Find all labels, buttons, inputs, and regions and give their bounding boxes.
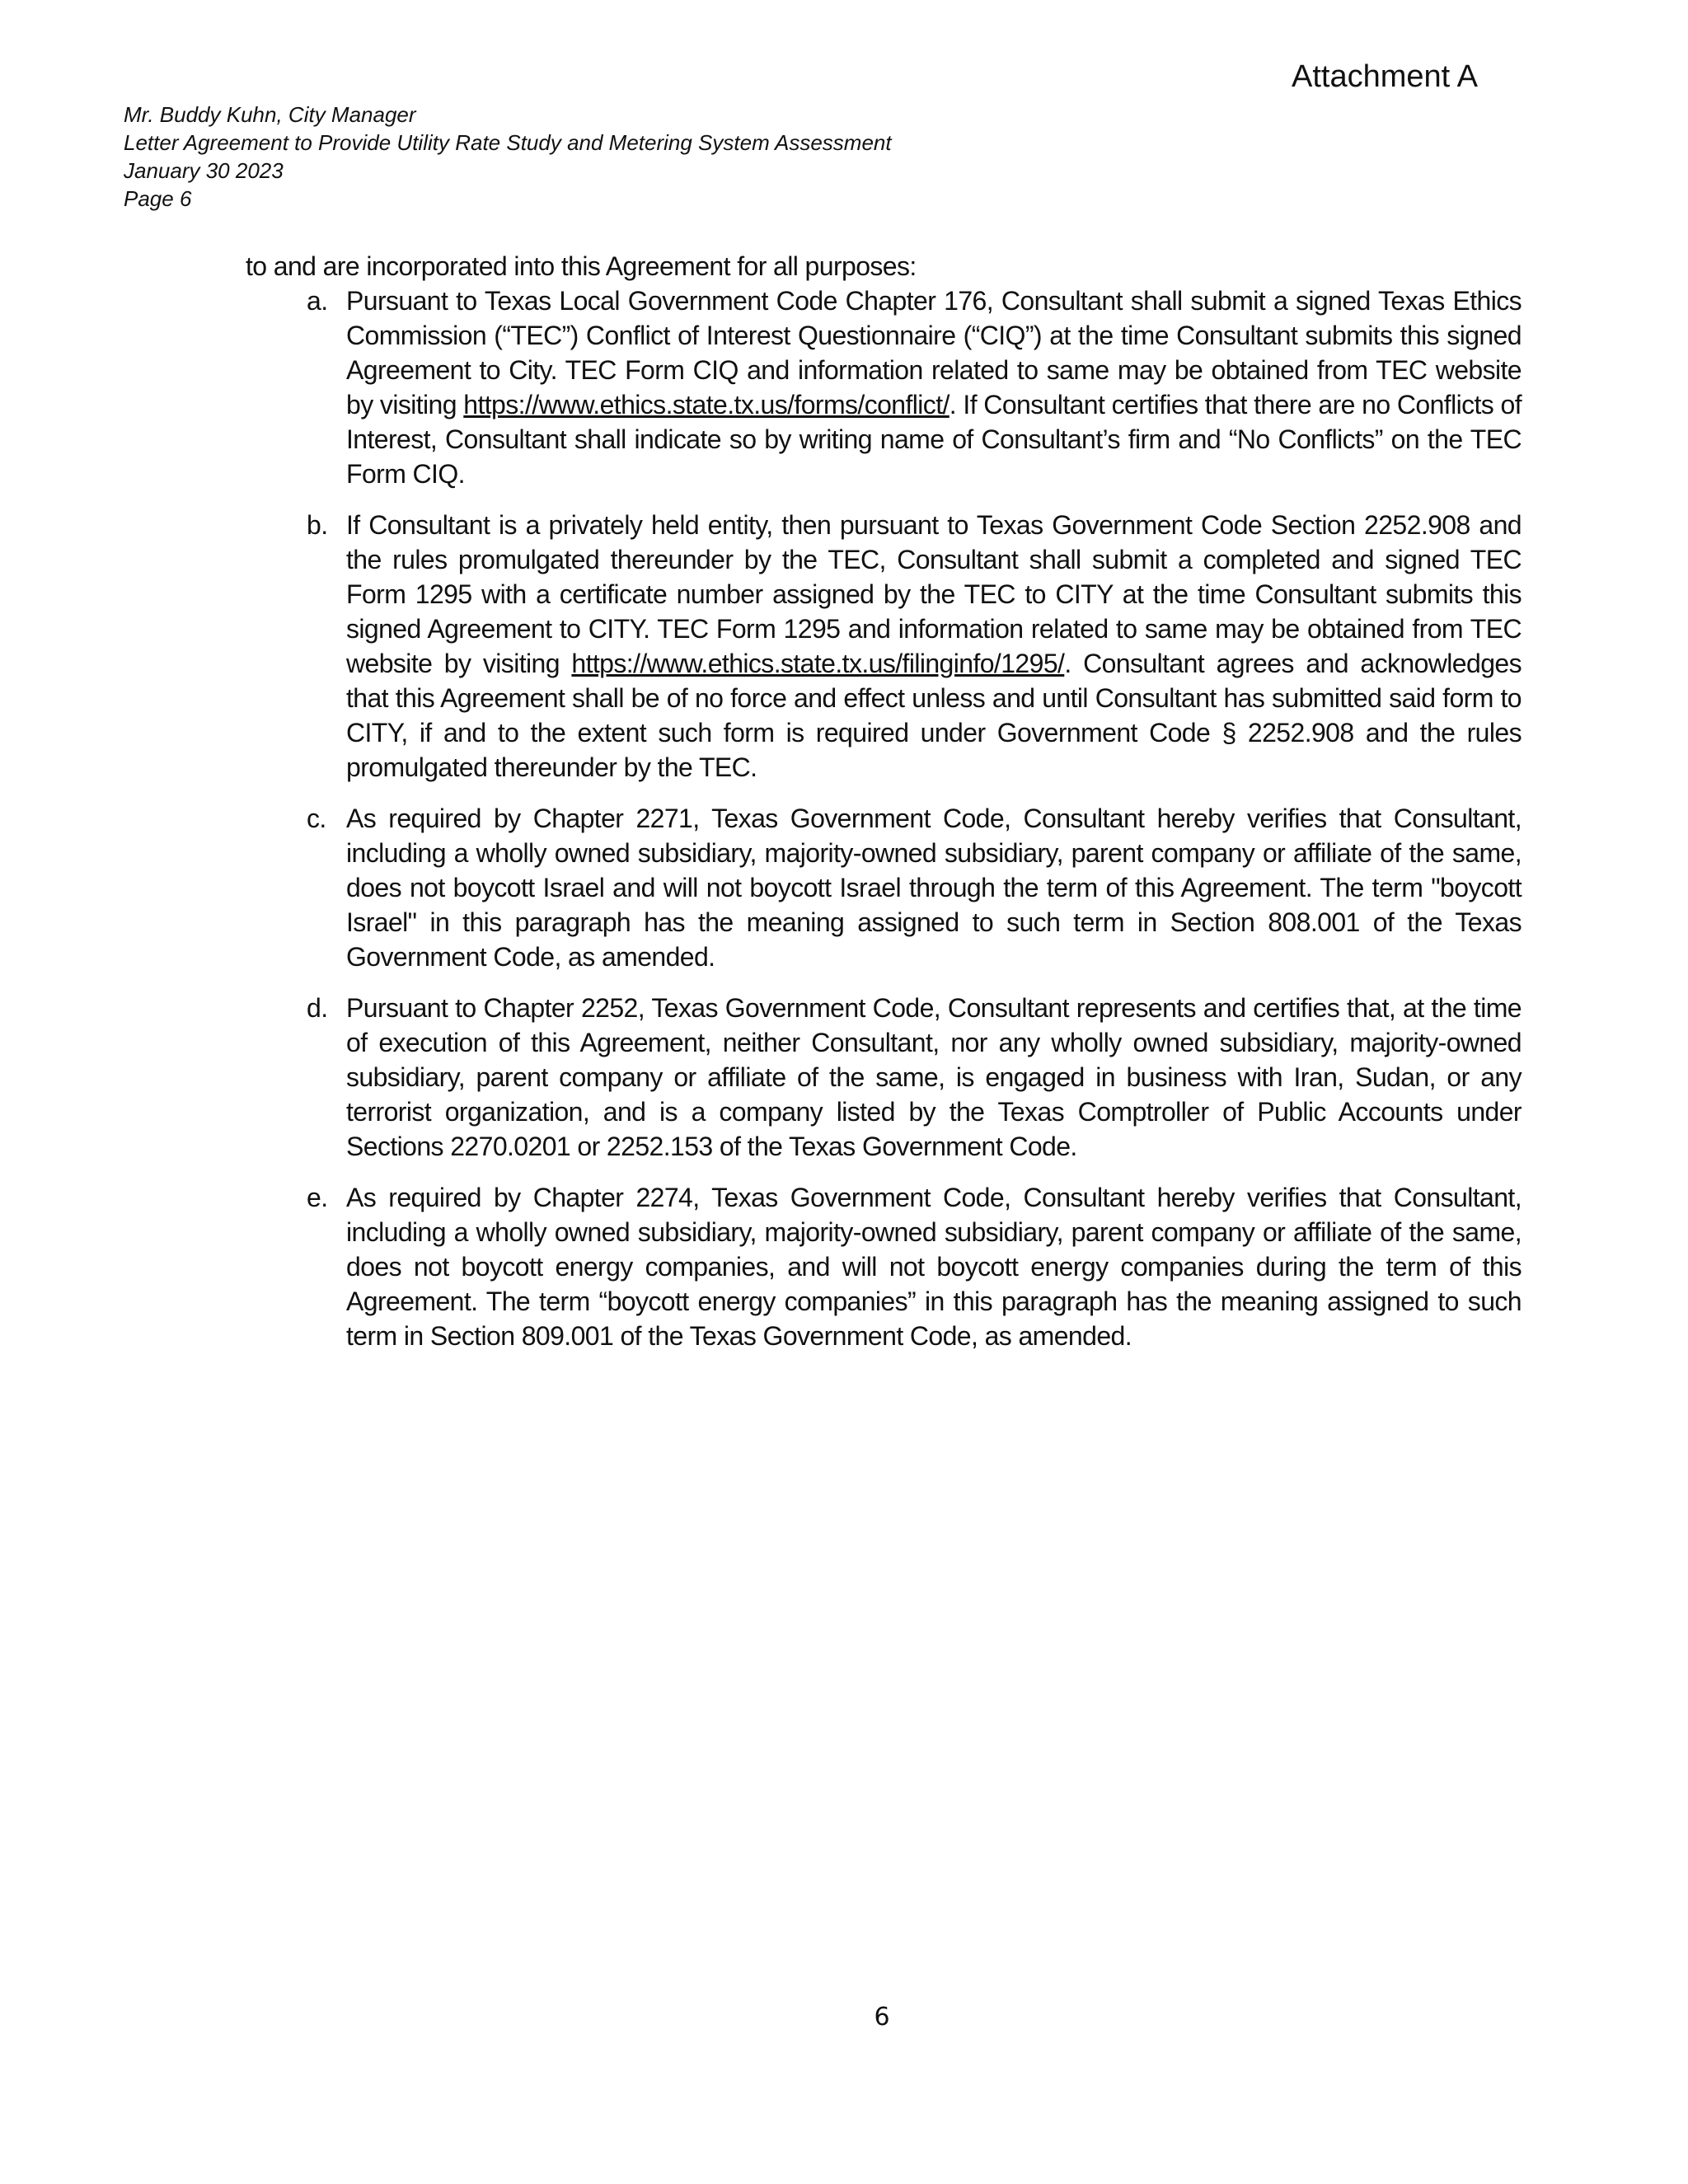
list-marker: c.	[307, 804, 326, 833]
item-b-text-start: If Consultant is a privately held entity, then pursuant to Texas Government Code Section 2252.908 and the rules promulgated thereunder by the TEC, Consultant shall submit a completed and signed TEC Form 1295 with a certificate number assigned by the TEC to CITY at the time Consultant submits this signed Agreement to CITY. TEC Form 1295 and information related to same may be obtained from TEC website by visiting	[346, 510, 1522, 678]
list-item	[246, 508, 1522, 785]
attachment-label: Attachment A	[1291, 59, 1478, 94]
item-e-text: As required by Chapter 2274, Texas Government Code, Consultant hereby verifies that Consultant, including a wholly owned subsidiary, majority-owned subsidiary, parent company or affiliate of the same, does not boycott energy companies, and will not boycott energy companies during the term of this Agreement. The term “boycott energy companies” in this paragraph has the meaning assigned to such term in Section 809.001 of the Texas Government Code, as amended.	[346, 1183, 1522, 1351]
letter-header	[124, 101, 892, 213]
list-marker: d.	[307, 993, 328, 1023]
intro-sentence: to and are incorporated into this Agreement for all purposes:	[246, 251, 917, 281]
header-recipient: Mr. Buddy Kuhn, City Manager	[124, 102, 416, 127]
list-marker: b.	[307, 510, 328, 540]
item-c-text: As required by Chapter 2271, Texas Government Code, Consultant hereby verifies that Consultant, including a wholly owned subsidiary, majority-owned subsidiary, parent company or affiliate of the same, does not boycott Israel and will not boycott Israel through the term of this Agreement. The term "boycott Israel" in this paragraph has the meaning assigned to such term in Section 808.001 of the Texas Government Code, as amended.	[346, 804, 1522, 972]
item-a-text-start: Pursuant to Texas Local Government Code Chapter 176, Consultant shall submit a signed Texas Ethics Commission (“TEC”) Conflict of Interest Questionnaire (“CIQ”) at the time Consultant submits this signed Agreement to City. TEC Form CIQ and information related to same may be obtained from TEC website by visiting	[346, 286, 1522, 419]
header-subject: Letter Agreement to Provide Utility Rate Study and Metering System Assessment	[124, 130, 892, 155]
page-number: 6	[874, 2003, 890, 2032]
list-marker: e.	[307, 1183, 328, 1212]
list-item	[246, 1180, 1522, 1353]
list-item	[246, 284, 1522, 491]
document-body	[246, 249, 1522, 1370]
item-b-text-end: . Consultant agrees and acknowledges that this Agreement shall be of no force and effect unless and until Consultant has submitted said form to CITY, if and to the extent such form is required under Government Code § 2252.908 and the rules promulgated thereunder by the TEC.	[346, 649, 1522, 782]
list-marker: a.	[307, 286, 328, 316]
list-item	[246, 801, 1522, 974]
item-a-text-end: . If Consultant certifies that there are no Conflicts of Interest, Consultant shall indicate so by writing name of Consultant’s firm and “No Conflicts” on the TEC Form CIQ.	[346, 390, 1522, 489]
header-date: January 30 2023	[124, 158, 284, 183]
tec-1295-link[interactable]: https://www.ethics.state.tx.us/filinginfo/1295/	[571, 649, 1065, 678]
list-item	[246, 991, 1522, 1164]
requirements-list	[246, 284, 1522, 1353]
item-d-text: Pursuant to Chapter 2252, Texas Government Code, Consultant represents and certifies that, at the time of execution of this Agreement, neither Consultant, nor any wholly owned subsidiary, majority-owned subsidiary, parent company or affiliate of the same, is engaged in business with Iran, Sudan, or any terrorist organization, and is a company listed by the Texas Comptroller of Public Accounts under Sections 2270.0201 or 2252.153 of the Texas Government Code.	[346, 993, 1522, 1161]
header-page: Page 6	[124, 186, 192, 211]
tec-ciq-link[interactable]: https://www.ethics.state.tx.us/forms/conflict/	[463, 390, 950, 419]
